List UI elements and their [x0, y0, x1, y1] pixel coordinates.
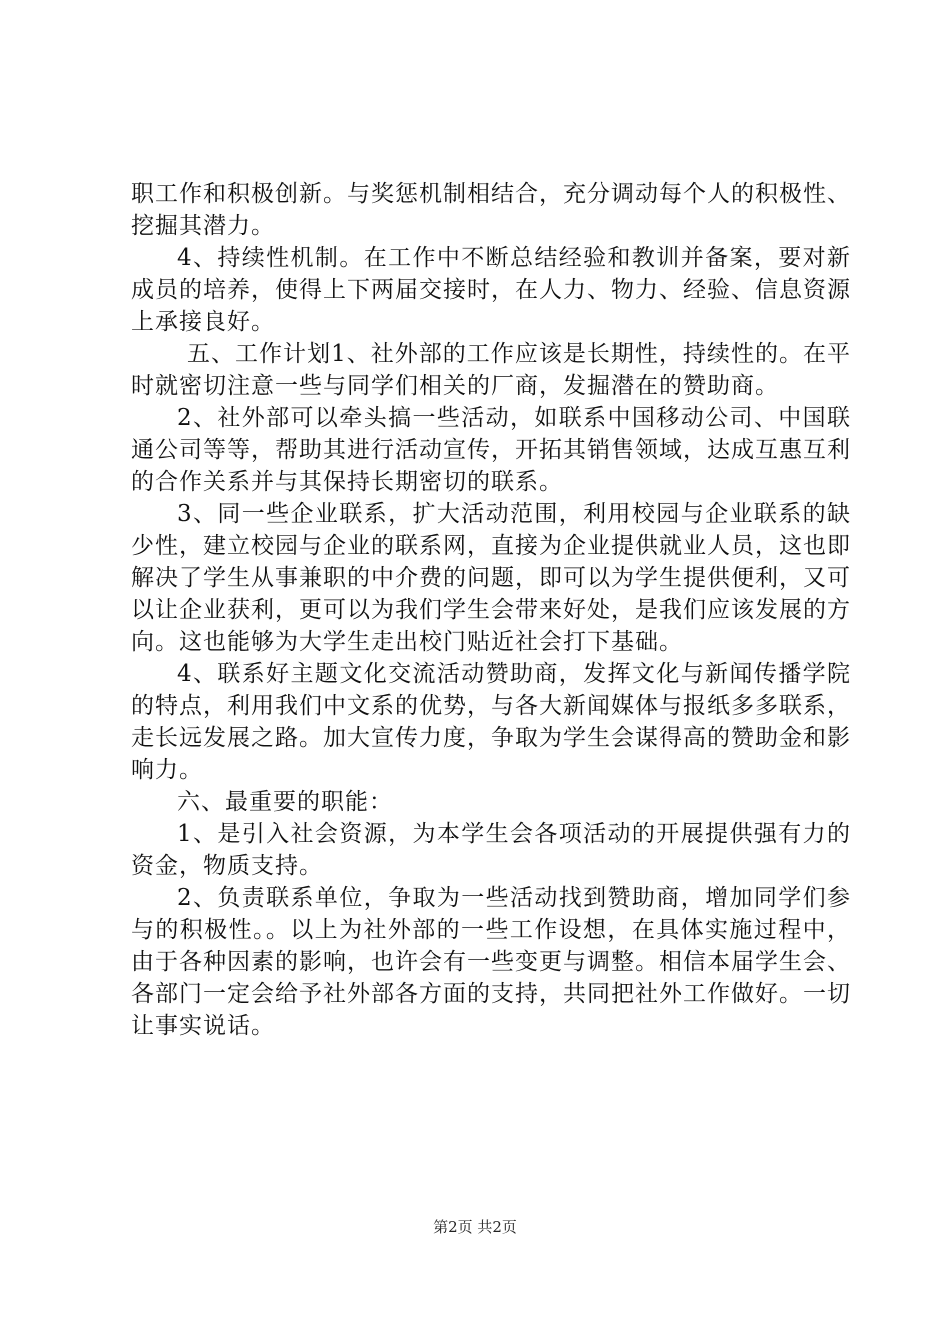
paragraph-3: 五、工作计划1、社外部的工作应该是长期性，持续性的。在平时就密切注意一些与同学们相关的厂商，发掘潜在的赞助商。 — [131, 341, 851, 399]
paragraph-5: 3、同一些企业联系，扩大活动范围，利用校园与企业联系的缺少性，建立校园与企业的联系网，直接为企业提供就业人员，这也即解决了学生从事兼职的中介费的问题，即可以为学生提供便利，又可以让企业获利，更可以为我们学生会带来好处，是我们应该发展的方向。这也能够为大学生走出校门贴近社会打下基础。 — [131, 501, 851, 655]
paragraph-4: 2、社外部可以牵头搞一些活动，如联系中国移动公司、中国联通公司等等，帮助其进行活动宣传，开拓其销售领域，达成互惠互利的合作关系并与其保持长期密切的联系。 — [131, 405, 851, 495]
document-body — [131, 178, 851, 1042]
paragraph-1: 职工作和积极创新。与奖惩机制相结合，充分调动每个人的积极性、挖掘其潜力。 — [131, 181, 851, 239]
paragraph-2: 4、持续性机制。在工作中不断总结经验和教训并备案，要对新成员的培养，使得上下两届交接时，在人力、物力、经验、信息资源上承接良好。 — [131, 245, 851, 335]
paragraph-9: 2、负责联系单位，争取为一些活动找到赞助商，增加同学们参与的积极性。。以上为社外部的一些工作设想，在具体实施过程中，由于各种因素的影响，也许会有一些变更与调整。相信本届学生会、各部门一定会给予社外部各方面的支持，共同把社外工作做好。一切让事实说话。 — [131, 885, 851, 1039]
paragraph-6: 4、联系好主题文化交流活动赞助商，发挥文化与新闻传播学院的特点，利用我们中文系的优势，与各大新闻媒体与报纸多多联系，走长远发展之路。加大宣传力度，争取为学生会谋得高的赞助金和影响力。 — [131, 661, 851, 783]
section-heading-functions: 六、最重要的职能： — [177, 789, 393, 815]
paragraph-8: 1、是引入社会资源，为本学生会各项活动的开展提供强有力的资金，物质支持。 — [131, 821, 851, 879]
page-footer: 第2页 共2页 — [433, 1218, 517, 1236]
